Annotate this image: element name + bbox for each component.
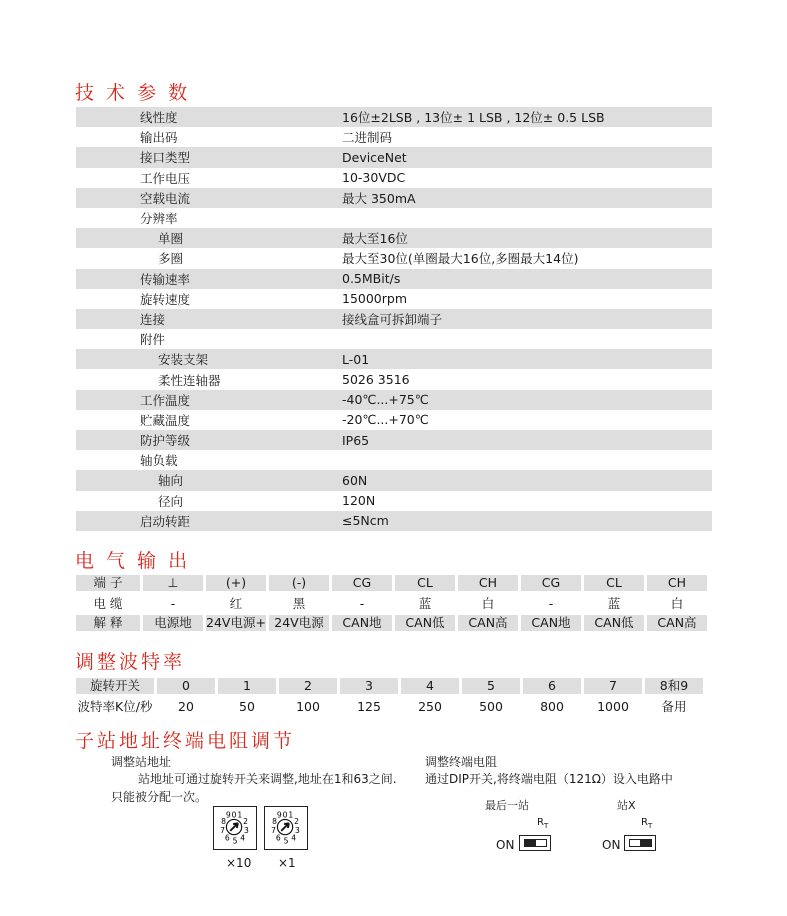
spec-label: 连接 <box>140 311 166 327</box>
spec-label: 分辨率 <box>140 211 178 227</box>
switch-station-x-title: 站X <box>617 799 636 812</box>
spec-label: 轴向 <box>158 473 184 489</box>
spec-value: 10-30VDC <box>342 170 406 186</box>
spec-value: 最大至30位(单圈最大16位,多圈最大14位) <box>342 251 579 267</box>
table-cell: CAN地 <box>332 615 392 631</box>
dial-digit: 3 <box>295 825 300 835</box>
spec-value: 最大至16位 <box>342 231 408 247</box>
dial-digit: 9 <box>276 810 282 820</box>
dial-digit: 0 <box>231 810 237 820</box>
spec-value: 60N <box>342 472 368 488</box>
table-cell: 800 <box>540 698 564 714</box>
table-cell: 20 <box>178 698 194 714</box>
table-row <box>76 676 712 696</box>
spec-row <box>76 228 712 248</box>
dial-digit: 6 <box>224 833 230 843</box>
spec-value: 5026 3516 <box>342 372 410 388</box>
dial-digit: 5 <box>283 836 289 846</box>
table-cell: 蓝 <box>607 596 621 611</box>
spec-value: ≤5Ncm <box>342 513 389 529</box>
spec-table <box>76 107 712 531</box>
electrical-table <box>76 573 712 633</box>
row-header: 解 释 <box>76 615 140 631</box>
dip-switch-station-x[interactable] <box>624 835 656 851</box>
spec-label: 径向 <box>158 493 184 509</box>
spec-row <box>76 309 712 329</box>
dial-digit: 1 <box>237 810 243 820</box>
spec-row <box>76 329 712 349</box>
table-cell: (+) <box>206 575 266 591</box>
spec-label: 旋转速度 <box>140 291 191 307</box>
table-cell: 24V电源+ <box>206 615 266 630</box>
dial-digit: 0 <box>282 810 288 820</box>
table-cell: CAN地 <box>521 615 581 631</box>
spec-label: 多圈 <box>158 251 184 267</box>
table-cell: 6 <box>523 678 581 694</box>
table-cell: CG <box>521 575 581 591</box>
spec-value: 120N <box>342 493 376 509</box>
spec-label: 工作电压 <box>140 170 191 186</box>
on-label-1: ON <box>496 838 515 852</box>
table-cell: (-) <box>269 575 329 591</box>
table-cell: CAN低 <box>584 615 644 631</box>
spec-label: 接口类型 <box>140 150 191 166</box>
termination-desc: 通过DIP开关,将终端电阻（121Ω）设入电路中 <box>425 772 673 786</box>
table-cell: 4 <box>401 678 459 694</box>
spec-value: 15000rpm <box>342 291 408 307</box>
spec-row <box>76 369 712 389</box>
table-cell: 备用 <box>661 699 687 714</box>
spec-label: 单圈 <box>158 231 184 247</box>
spec-row <box>76 208 712 228</box>
spec-value: 接线盒可拆卸端子 <box>342 311 443 327</box>
table-cell: 125 <box>357 698 381 714</box>
spec-value: 0.5MBit/s <box>342 271 401 287</box>
section-title-address: 子站地址终端电阻调节 <box>75 730 296 752</box>
table-cell: 电源地 <box>143 615 203 631</box>
dial-digit: 8 <box>221 817 226 827</box>
table-row <box>76 573 712 593</box>
dial-digit: 8 <box>272 817 277 827</box>
rt-label-2: $R_T$ <box>641 817 653 830</box>
section-title-specs: 技 术 参 数 <box>75 82 191 104</box>
spec-row <box>76 410 712 430</box>
dial-digit: 4 <box>240 833 246 843</box>
spec-row <box>76 147 712 167</box>
spec-label: 传输速率 <box>140 271 191 287</box>
dial-digit: 4 <box>291 833 297 843</box>
table-cell: CAN高 <box>458 615 518 631</box>
address-desc-line2: 只能被分配一次。 <box>111 790 208 804</box>
rt-label-1: $R_T$ <box>537 817 549 830</box>
spec-row <box>76 450 712 470</box>
dial-ones-label: ×1 <box>278 856 296 870</box>
spec-value: 二进制码 <box>342 130 393 146</box>
table-cell: 7 <box>584 678 642 694</box>
spec-row <box>76 511 712 531</box>
table-cell: 1000 <box>597 698 629 714</box>
spec-value: -20℃...+70℃ <box>342 412 429 428</box>
spec-row <box>76 430 712 450</box>
table-cell: CH <box>647 575 707 591</box>
section-title-electrical: 电 气 输 出 <box>75 550 191 572</box>
dial-digit: 3 <box>244 825 249 835</box>
baudrate-table <box>76 676 712 716</box>
spec-label: 线性度 <box>140 110 178 126</box>
on-label-2: ON <box>602 838 621 852</box>
row-header: 电 缆 <box>93 596 123 611</box>
spec-row <box>76 269 712 289</box>
dip-knob-off <box>535 839 547 847</box>
spec-row <box>76 349 712 369</box>
spec-row <box>76 491 712 511</box>
table-cell: - <box>359 595 365 611</box>
table-cell: 1 <box>218 678 276 694</box>
spec-row <box>76 248 712 268</box>
dip-knob-on <box>640 839 652 847</box>
dial-digit: 2 <box>243 817 248 827</box>
dial-tens-label: ×10 <box>226 856 252 870</box>
spec-label: 输出码 <box>140 130 178 146</box>
dial-digit: 6 <box>275 833 281 843</box>
table-cell: - <box>548 595 554 611</box>
table-row <box>76 696 712 716</box>
table-cell: 2 <box>279 678 337 694</box>
address-desc-line1: 站地址可通过旋转开关来调整,地址在1和63之间. <box>138 772 397 786</box>
spec-label: 柔性连轴器 <box>158 372 221 388</box>
section-title-baudrate: 调整波特率 <box>75 651 186 673</box>
dial-digit: 9 <box>225 810 231 820</box>
spec-row <box>76 470 712 490</box>
table-cell: 白 <box>481 596 495 611</box>
spec-label: 工作温度 <box>140 392 191 408</box>
spec-value: L-01 <box>342 351 370 367</box>
table-cell: CAN低 <box>395 615 455 631</box>
spec-value: -40℃...+75℃ <box>342 392 429 408</box>
table-cell: 3 <box>340 678 398 694</box>
table-cell: 24V电源 <box>269 615 329 631</box>
row-header: 端 子 <box>76 575 140 591</box>
table-cell: 0 <box>157 678 215 694</box>
spec-label: 空载电流 <box>140 190 191 206</box>
table-cell: CAN高 <box>647 615 707 631</box>
dial-digit: 7 <box>220 825 226 835</box>
spec-label: 轴负载 <box>140 453 178 469</box>
dip-switch-last-station[interactable] <box>519 835 551 851</box>
table-cell: 8和9 <box>645 678 703 694</box>
table-cell: 蓝 <box>418 596 432 611</box>
dial-digit: 5 <box>232 836 238 846</box>
row-header: 旋转开关 <box>76 678 154 694</box>
table-cell: 500 <box>479 698 503 714</box>
spec-label: 贮藏温度 <box>140 412 191 428</box>
spec-row <box>76 107 712 127</box>
dial-digit: 1 <box>288 810 294 820</box>
table-cell: 5 <box>462 678 520 694</box>
spec-label: 安装支架 <box>158 352 209 368</box>
spec-row <box>76 390 712 410</box>
table-cell: CL <box>395 575 455 591</box>
table-cell: CL <box>584 575 644 591</box>
spec-row <box>76 289 712 309</box>
table-row <box>76 593 712 613</box>
dial-digit: 7 <box>271 825 277 835</box>
table-cell: - <box>170 595 176 611</box>
table-cell: CH <box>458 575 518 591</box>
spec-row <box>76 127 712 147</box>
spec-row <box>76 188 712 208</box>
spec-value: 16位±2LSB , 13位± 1 LSB , 12位± 0.5 LSB <box>342 110 605 126</box>
table-cell: 50 <box>239 698 255 714</box>
table-cell: 黑 <box>292 596 306 611</box>
table-cell: CG <box>332 575 392 591</box>
spec-value: IP65 <box>342 432 370 448</box>
table-cell: 红 <box>229 596 243 611</box>
table-row <box>76 613 712 633</box>
spec-value: DeviceNet <box>342 149 407 165</box>
spec-row <box>76 168 712 188</box>
table-cell: 白 <box>670 596 684 611</box>
switch-last-station-title: 最后一站 <box>485 799 529 812</box>
table-cell: 250 <box>418 698 442 714</box>
row-header: 波特率K位/秒 <box>77 699 153 714</box>
spec-label: 防护等级 <box>140 433 191 449</box>
dial-digit: 2 <box>294 817 299 827</box>
spec-value: 最大 350mA <box>342 190 416 206</box>
address-heading: 调整站地址 <box>111 755 172 769</box>
spec-label: 启动转距 <box>140 513 191 529</box>
termination-heading: 调整终端电阻 <box>425 755 498 769</box>
table-cell: ⊥ <box>143 575 203 591</box>
spec-label: 附件 <box>140 332 166 348</box>
rotary-switch-ones[interactable] <box>264 806 308 850</box>
rotary-switch-tens[interactable] <box>213 806 257 850</box>
table-cell: 100 <box>296 698 320 714</box>
